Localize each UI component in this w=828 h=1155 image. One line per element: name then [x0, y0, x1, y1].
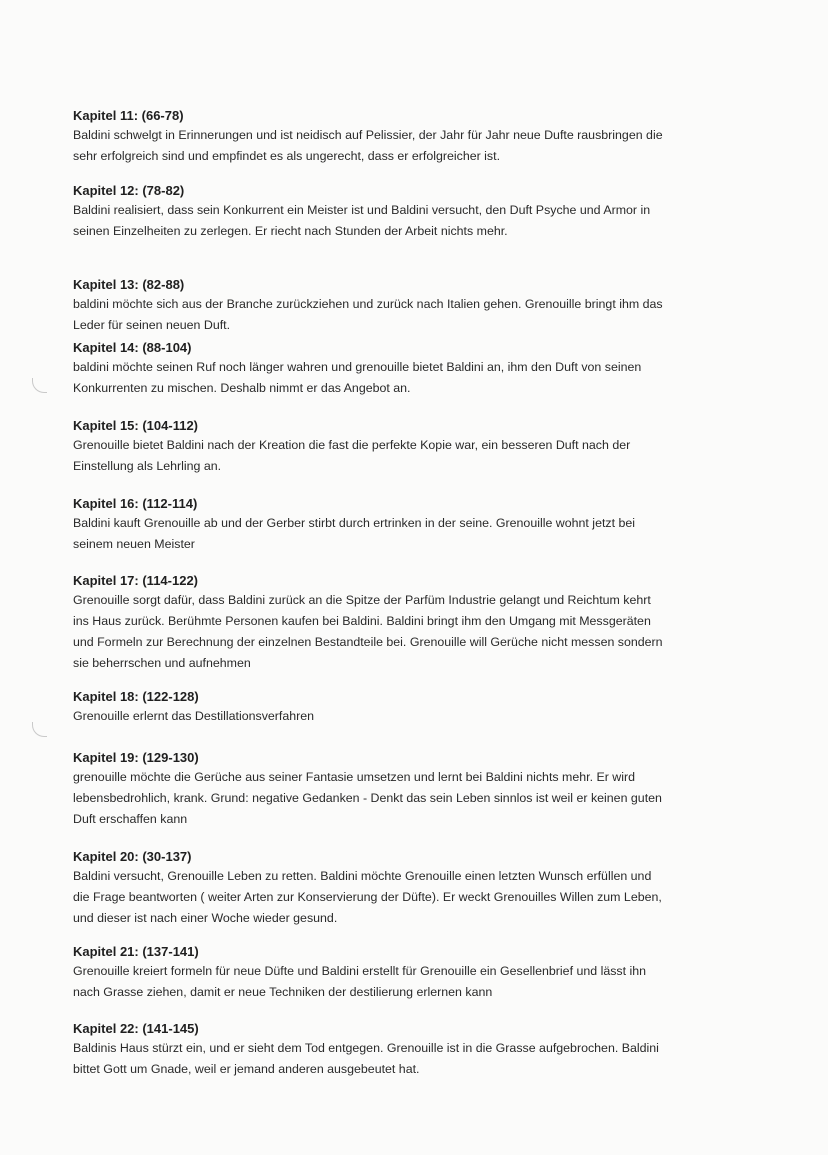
chapter-summary-line: Grenouille sorgt dafür, dass Baldini zurück an die Spitze der Parfüm Industrie gelangt und Reichtum kehrt — [73, 593, 651, 607]
chapter-section — [73, 182, 773, 242]
chapter-summary-line: bittet Gott um Gnade, weil er jemand anderen ausgebeutet hat. — [73, 1062, 420, 1076]
chapter-section — [73, 339, 773, 399]
chapter-summary-line: seinen Einzelheiten zu zerlegen. Er riecht nach Stunden der Arbeit nichts mehr. — [73, 224, 508, 238]
chapter-section — [73, 749, 773, 830]
chapter-summary-line: sehr erfolgreich sind und empfindet es als ungerecht, dass er erfolgreicher ist. — [73, 149, 501, 163]
chapter-section — [73, 276, 773, 336]
chapter-summary-line: ins Haus zurück. Berühmte Personen kaufen bei Baldini. Baldini bringt ihm den Umgang mit Messgeräten — [73, 614, 651, 628]
chapter-heading: Kapitel 19: (129-130) — [73, 750, 199, 765]
chapter-summary-line: Baldini schwelgt in Erinnerungen und ist neidisch auf Pelissier, der Jahr für Jahr neue Dufte rausbringen die — [73, 128, 663, 142]
chapter-summary-line: Baldinis Haus stürzt ein, und er sieht dem Tod entgegen. Grenouille ist in die Grasse aufgebrochen. Baldini — [73, 1041, 659, 1055]
chapter-section — [73, 943, 773, 1003]
chapter-summary-line: grenouille möchte die Gerüche aus seiner Fantasie umsetzen und lernt bei Baldini nichts mehr. Er wird — [73, 770, 636, 784]
chapter-summary-line: Grenouille bietet Baldini nach der Kreation die fast die perfekte Kopie war, ein besseren Duft nach der — [73, 438, 631, 452]
chapter-summary-line: Baldini realisiert, dass sein Konkurrent ein Meister ist und Baldini versucht, den Duft Psyche und Armor in — [73, 203, 651, 217]
chapter-heading: Kapitel 20: (30-137) — [73, 849, 192, 864]
chapter-section — [73, 688, 773, 727]
chapter-heading: Kapitel 14: (88-104) — [73, 340, 192, 355]
chapter-summary-line: sie beherrschen und aufnehmen — [73, 656, 251, 670]
chapter-summary-line: baldini möchte sich aus der Branche zurückziehen und zurück nach Italien gehen. Grenouille bringt ihm das — [73, 297, 663, 311]
chapter-summary-line: Baldini versucht, Grenouille Leben zu retten. Baldini möchte Grenouille einen letzten Wunsch erfüllen und — [73, 869, 652, 883]
chapter-heading: Kapitel 15: (104-112) — [73, 418, 199, 433]
chapter-summary-line: Duft erschaffen kann — [73, 812, 188, 826]
chapter-summary-line: baldini möchte seinen Ruf noch länger wahren und grenouille bietet Baldini an, ihm den Duft von seinen — [73, 360, 642, 374]
chapter-summary-line: Konkurrenten zu mischen. Deshalb nimmt er das Angebot an. — [73, 381, 411, 395]
chapter-heading: Kapitel 18: (122-128) — [73, 689, 199, 704]
chapter-heading: Kapitel 11: (66-78) — [73, 108, 184, 123]
chapter-summary-line: lebensbedrohlich, krank. Grund: negative Gedanken - Denkt das sein Leben sinnlos ist weil er keinen guten — [73, 791, 662, 805]
punch-hole-mark — [32, 378, 47, 393]
chapter-summary-line: Leder für seinen neuen Duft. — [73, 318, 231, 332]
chapter-summary-line: Baldini kauft Grenouille ab und der Gerber stirbt durch ertrinken in der seine. Grenouille wohnt jetzt bei — [73, 516, 636, 530]
chapter-summary-line: Einstellung als Lehrling an. — [73, 459, 222, 473]
chapter-summary-line: Grenouille erlernt das Destillationsverfahren — [73, 709, 315, 723]
chapter-summary-line: und Formeln zur Berechnung der einzelnen Bestandteile bei. Grenouille will Gerüche nicht messen sondern — [73, 635, 663, 649]
chapter-section — [73, 417, 773, 477]
chapter-heading: Kapitel 17: (114-122) — [73, 573, 199, 588]
chapter-heading: Kapitel 21: (137-141) — [73, 944, 199, 959]
punch-hole-mark — [32, 722, 47, 737]
chapter-section — [73, 1020, 773, 1080]
chapter-section — [73, 848, 773, 929]
chapter-summary-line: nach Grasse ziehen, damit er neue Techniken der destilierung erlernen kann — [73, 985, 493, 999]
chapter-section — [73, 495, 773, 555]
chapter-summary-line: seinem neuen Meister — [73, 537, 195, 551]
chapter-summary-line: und dieser ist nach einer Woche wieder gesund. — [73, 911, 338, 925]
chapter-summary-line: die Frage beantworten ( weiter Arten zur Konservierung der Düfte). Er weckt Grenouilles Willen zum Leben, — [73, 890, 662, 904]
chapter-heading: Kapitel 12: (78-82) — [73, 183, 185, 198]
chapter-section — [73, 107, 773, 167]
chapter-heading: Kapitel 16: (112-114) — [73, 496, 198, 511]
chapter-heading: Kapitel 13: (82-88) — [73, 277, 185, 292]
chapter-heading: Kapitel 22: (141-145) — [73, 1021, 199, 1036]
chapter-section — [73, 572, 773, 674]
chapter-summary-line: Grenouille kreiert formeln für neue Düfte und Baldini erstellt für Grenouille ein Gesellenbrief und lässt ihn — [73, 964, 647, 978]
